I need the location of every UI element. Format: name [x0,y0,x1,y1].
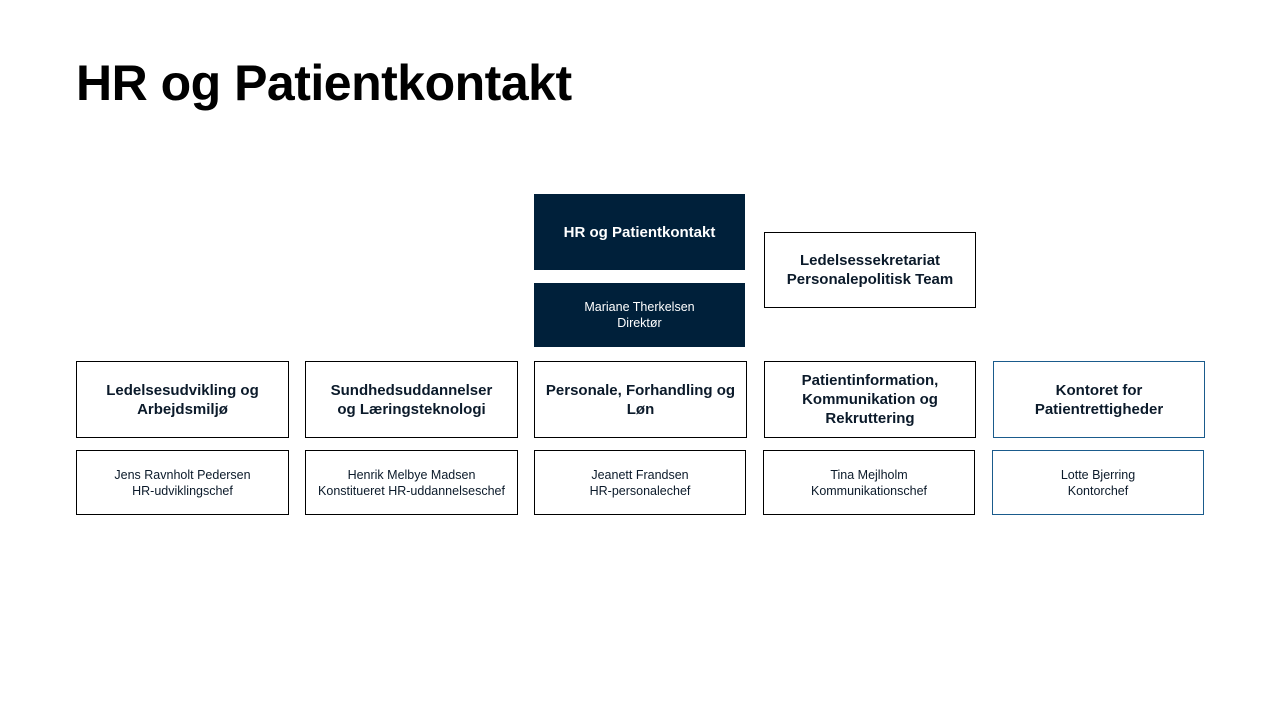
department-box-4 [764,361,976,438]
department-box-3 [534,361,747,438]
manager-role-3: HR-personalechef [589,483,691,498]
manager-box-5 [992,450,1204,515]
manager-role-5: Kontorchef [1067,483,1129,498]
manager-name-5: Lotte Bjerring [1060,467,1136,482]
director-box [534,283,745,347]
manager-name-2: Henrik Melbye Madsen [347,467,476,482]
manager-role-1: HR-udviklingschef [132,483,233,498]
manager-name-3: Jeanett Frandsen [591,467,689,482]
manager-role-2: Konstitueret HR-uddannelseschef [318,483,505,498]
department-name-1: Ledelsesudvikling og Arbejdsmiljø [106,381,259,418]
manager-name-4: Tina Mejlholm [830,467,908,482]
manager-box-1 [76,450,289,515]
department-name-3: Personale, Forhandling og Løn [545,381,736,418]
manager-box-4 [763,450,975,515]
department-name-5: Kontoret for Patientrettigheder [1034,381,1164,418]
manager-role-4: Kommunikationschef [810,483,928,498]
department-name-2: Sundhedsuddannelser og Læringsteknologi [330,381,493,418]
department-box-1 [76,361,289,438]
secretariat-line-1: Ledelsessekretariat [799,252,941,269]
manager-box-3 [534,450,746,515]
director-name: Mariane Therkelsen [584,300,695,314]
manager-name-1: Jens Ravnholt Pedersen [114,467,251,482]
root-unit-box [534,194,745,270]
secretariat-line-2: Personalepolitisk Team [786,271,954,288]
page-title: HR og Patientkontakt [76,55,572,111]
department-name-4: Patientinformation, Kommunikation og Rekruttering [801,372,939,427]
department-box-5 [993,361,1205,438]
manager-box-2 [305,450,518,515]
director-role: Direktør [617,316,662,330]
department-box-2 [305,361,518,438]
root-unit-label: HR og Patientkontakt [563,223,716,241]
secretariat-box [764,232,976,308]
